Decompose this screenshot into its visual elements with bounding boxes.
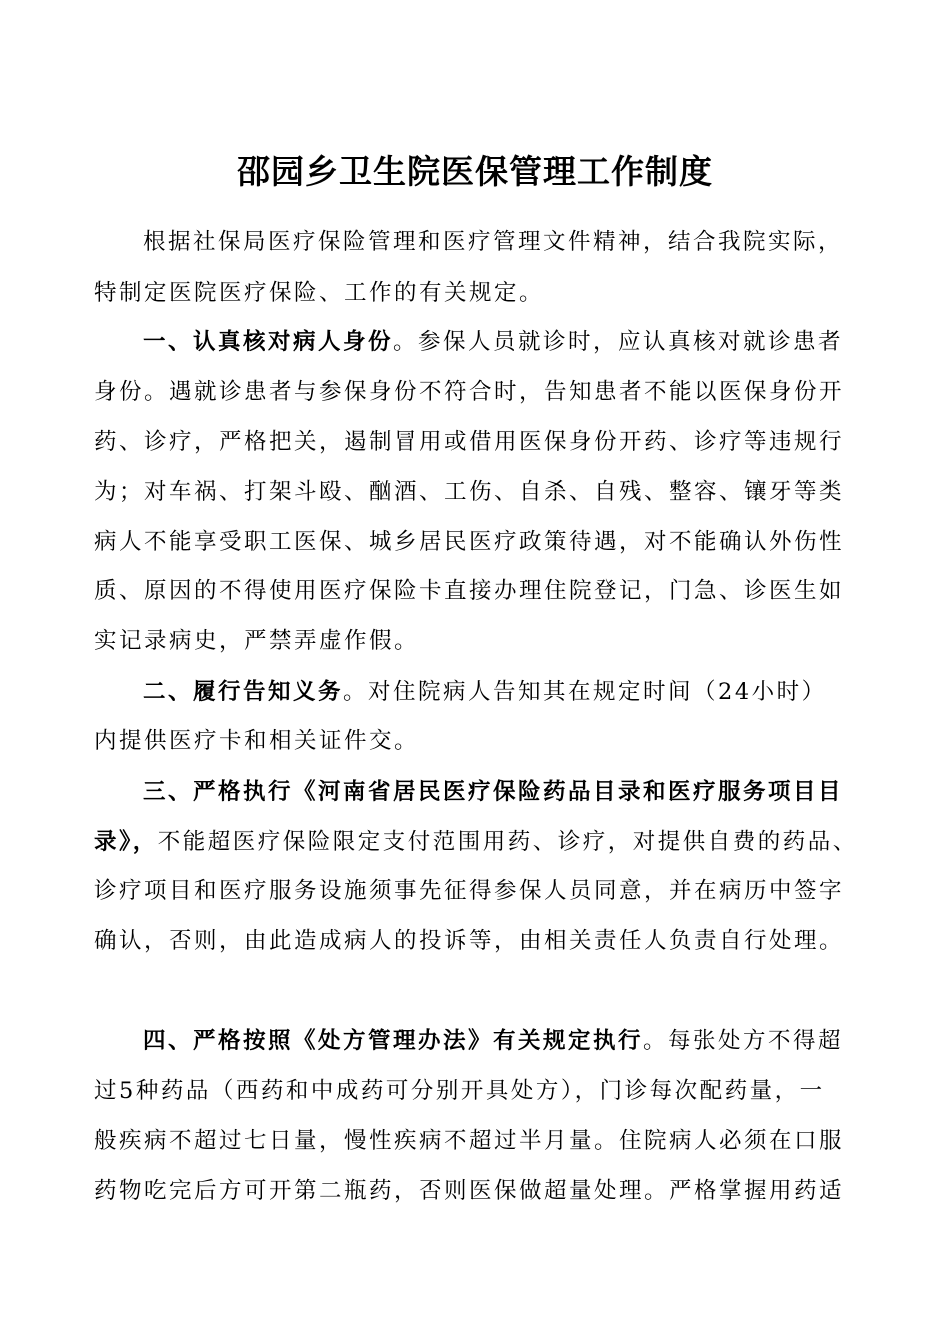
section-3-text: 不能超医疗保险限定支付范围用药、诊疗，对提供自费的药品、 bbox=[157, 829, 858, 855]
document-title: 邵园乡卫生院医保管理工作制度 bbox=[237, 152, 713, 191]
section-1-line-3: 药、诊疗，严格把关，遏制冒用或借用医保身份开药、诊疗等违规行 bbox=[94, 429, 845, 455]
section-1-line-7: 实记录病史，严禁弄虚作假。 bbox=[94, 628, 420, 654]
section-1-line-6: 质、原因的不得使用医疗保险卡直接办理住院登记，门急、诊医生如 bbox=[94, 578, 845, 604]
section-4-line-4: 药物吃完后方可开第二瓶药，否则医保做超量处理。严格掌握用药适 bbox=[94, 1178, 845, 1204]
section-1-line-5: 病人不能享受职工医保、城乡居民医疗政策待遇，对不能确认外伤性 bbox=[94, 529, 845, 555]
section-1-line-2: 身份。遇就诊患者与参保身份不符合时，告知患者不能以医保身份开 bbox=[94, 379, 845, 405]
section-3-heading-end: 录》， bbox=[94, 829, 158, 855]
section-1-line-4: 为；对车祸、打架斗殴、酗酒、工伤、自杀、自残、整容、镶牙等类 bbox=[94, 479, 845, 505]
section-4-line-2: 过5种药品（西药和中成药可分别开具处方），门诊每次配药量，一 bbox=[94, 1078, 825, 1104]
section-2-text: 。对住院病人告知其在规定时间（24小时） bbox=[343, 679, 827, 705]
paragraph-intro-line-1: 根据社保局医疗保险管理和医疗管理文件精神，结合我院实际， bbox=[143, 229, 844, 255]
section-3-line-2 bbox=[94, 826, 858, 858]
section-1-first-line bbox=[143, 326, 843, 358]
paragraph-intro-line-2: 特制定医院医疗保险、工作的有关规定。 bbox=[94, 280, 545, 306]
section-1-heading: 一、认真核对病人身份 bbox=[143, 329, 394, 355]
section-2-first-line bbox=[143, 676, 827, 708]
section-2-heading: 二、履行告知义务 bbox=[143, 679, 344, 705]
section-4-line-3: 般疾病不超过七日量，慢性疾病不超过半月量。住院病人必须在口服 bbox=[94, 1128, 845, 1154]
section-3-heading-line-1: 三、严格执行《河南省居民医疗保险药品目录和医疗服务项目目 bbox=[143, 779, 844, 805]
section-3-line-4: 确认，否则，由此造成病人的投诉等，由相关责任人负责自行处理。 bbox=[94, 928, 845, 954]
section-4-text: 。每张处方不得超 bbox=[643, 1028, 844, 1054]
section-3-line-3: 诊疗项目和医疗服务设施须事先征得参保人员同意，并在病历中签字 bbox=[94, 878, 845, 904]
section-1-text: 。参保人员就诊时，应认真核对就诊患者 bbox=[393, 329, 844, 355]
section-4-heading: 四、严格按照《处方管理办法》有关规定执行 bbox=[143, 1028, 644, 1054]
section-2-line-2: 内提供医疗卡和相关证件交。 bbox=[94, 728, 420, 754]
section-4-first-line bbox=[143, 1025, 843, 1057]
